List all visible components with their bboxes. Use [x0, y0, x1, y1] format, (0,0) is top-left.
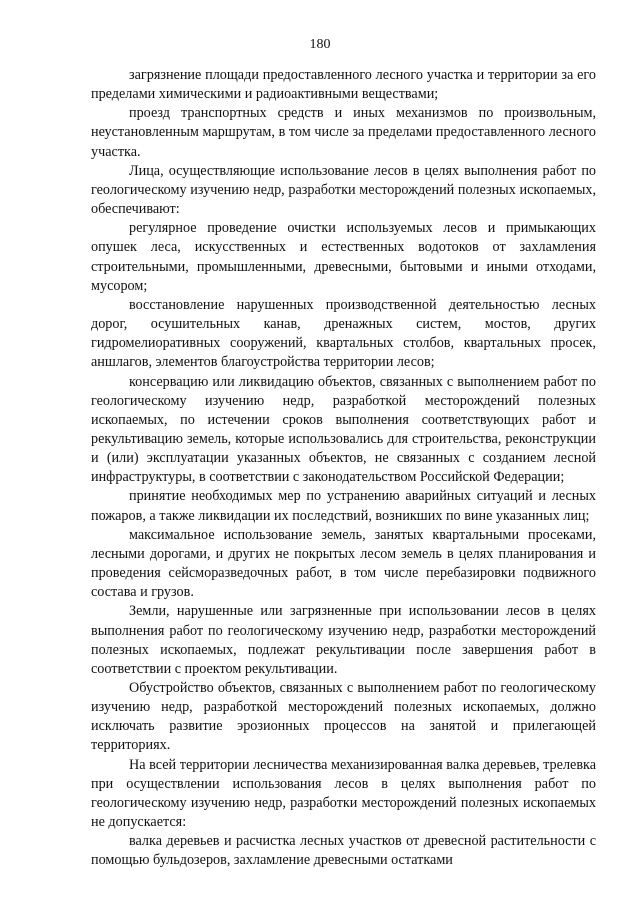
paragraph: Обустройство объектов, связанных с выполнением работ по геологическому изучению недр, разработкой месторождений полезных ископаемых, должно исключать развитие эрозионных процессов на занятой и прилегающей территориях.	[91, 680, 596, 754]
page-number: 180	[309, 37, 331, 52]
paragraph: консервацию или ликвидацию объектов, связанных с выполнением работ по геологическому изучению недр, разработкой месторождений полезных ископаемых, по истечении сроков выполнения соответствующих работ и рекультивацию земель, которые использовались для строительства, реконструкции и (или) эксплуатации указанных объектов, не связанных с созданием лесной инфраструктуры, в соответствии с законодательством Российской Федерации;	[91, 373, 596, 486]
paragraph: принятие необходимых мер по устранению аварийных ситуаций и лесных пожаров, а также ликвидации их последствий, возникших по вине указанных лиц;	[91, 488, 596, 524]
paragraph: Земли, нарушенные или загрязненные при использовании лесов в целях выполнения работ по геологическому изучению недр, разработки месторождений полезных ископаемых, подлежат рекультивации после завершения работ в соответствии с проектом рекультивации.	[91, 603, 596, 677]
paragraph: максимальное использование земель, занятых квартальными просеками, лесными дорогами, и других не покрытых лесом земель в целях планирования и проведения сейсморазведочных работ, в том числе перебазировки подвижного состава и грузов.	[91, 526, 596, 601]
paragraph: загрязнение площади предоставленного лесного участка и территории за его пределами химическими и радиоактивными веществами;	[91, 67, 596, 103]
paragraph: На всей территории лесничества механизированная валка деревьев, трелевка при осуществлении использования лесов в целях выполнения работ по геологическому изучению недр, разработки месторождений полезных ископаемых не допускается:	[91, 756, 596, 831]
paragraph: восстановление нарушенных производственной деятельностью лесных дорог, осушительных канав, дренажных систем, мостов, других гидромелиоративных сооружений, квартальных столбов, квартальных просек, аншлагов, элементов благоустройства территории лесов;	[91, 296, 596, 371]
document-body	[91, 66, 596, 871]
paragraph: регулярное проведение очистки используемых лесов и примыкающих опушек леса, искусственных и естественных водотоков от захламления строительными, промышленными, древесными, бытовыми и иными отходами, мусором;	[91, 220, 596, 294]
paragraph: проезд транспортных средств и иных механизмов по произвольным, неустановленным маршрутам, в том числе за пределами предоставленного лесного участка.	[91, 105, 596, 160]
paragraph: валка деревьев и расчистка лесных участков от древесной растительности с помощью бульдозеров, захламление древесными остатками	[91, 833, 596, 869]
paragraph: Лица, осуществляющие использование лесов в целях выполнения работ по геологическому изучению недр, разработки месторождений полезных ископаемых, обеспечивают:	[91, 162, 596, 218]
